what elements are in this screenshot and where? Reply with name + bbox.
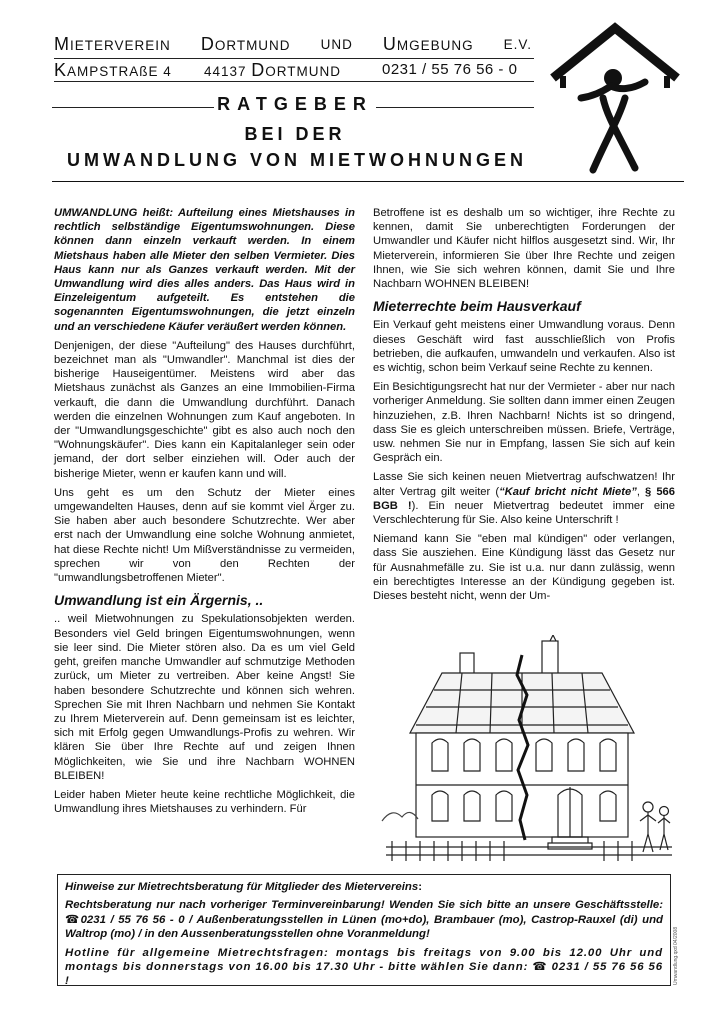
hotline-paragraph: Hotline für allgemeine Mietrechtsfragen: montags bis freitags von 9.00 bis 12.00 Uhr und montags bis donnerstags von 16.00 bis 17.30 Uhr - bitte wählen Sie dann: ☎ 0231 / 55 76 56 56 !	[65, 946, 663, 988]
house-with-person-icon	[545, 20, 685, 180]
paragraph: Leider haben Mieter heute keine rechtliche Möglichkeit, die Umwandlung ihres Mietshauses zu verhindern. Für	[54, 788, 355, 816]
org-word: UMGEBUNG	[382, 34, 474, 54]
paragraph: Ein Verkauf geht meistens einer Umwandlung voraus. Denn dieses Geschäft wird fast ausschließlich von Profis betrieben, die aufkaufen, umwandeln und verkaufen. Also ist es wichtig, schon beim Verkauf seine Rechte zu kennen.	[373, 319, 675, 375]
consultation-box	[57, 874, 671, 986]
org-word: E.V.	[503, 37, 532, 52]
city-address: 44137 DORTMUND	[204, 60, 342, 80]
section-heading: Umwandlung ist ein Ärgernis, ..	[54, 592, 264, 609]
street-address: KAMPSTRAßE 4	[54, 60, 172, 80]
phone-icon: ☎	[532, 961, 548, 974]
org-word: UND	[320, 37, 353, 52]
org-word: DORTMUND	[200, 34, 291, 54]
section-heading: Mieterrechte beim Hausverkauf	[373, 298, 581, 315]
title-ratgeber: RATGEBER	[217, 94, 373, 114]
footer-title: Hinweise zur Mietrechtsberatung für Mitglieder des Mietervereins:	[65, 881, 422, 893]
paragraph: .. weil Mietwohnungen zu Spekulationsobjekten werden. Besonders viel Geld bringen Eigentumswohnungen, wenn sie leer sind. Die Mieter stören also. Da es um viel Geld geht, greifen manche Umwandler auf schmutzige Methoden zurück, um Mieter zu vertreiben. Aber keine Angst! Sie haben besondere Schutzrechte und können sich wehren. Sprechen Sie mit Ihren Nachbarn und nehmen Sie Kontakt zu Ihrem Mieterverein auf. Denn gemeinsam ist es leichter, sich mit Erfolg gegen Umwandlungs-Profis zu wehren. Wir klären Sie über Ihre Rechte auf und zeigen Ihnen Möglichkeiten, wie Sie und ihre Nachbarn WOHNEN BLEIBEN!	[54, 613, 355, 782]
paragraph: Niemand kann Sie "eben mal kündigen" oder verlangen, dass Sie ausziehen. Eine Kündigung lässt das Gesetz nur für Ausnahmefälle zu. Sie ist u.a. nur dann zulässig, wenn ein berechtigtes Interesse an der Kündigung gegeben ist. Dieses besteht nicht, wenn der Um-	[373, 533, 675, 603]
divided-house-illustration	[372, 635, 684, 865]
left-column	[54, 206, 355, 821]
intro-paragraph: UMWANDLUNG heißt: Aufteilung eines Mietshauses in rechtlich selbständige Eigentumswohnungen. Diese können dann einzeln verkauft werden. In einem Mietshaus haben alle Mieter den selben Vermieter. Dies Haus kann nur als Ganzes verkauft werden. Mit der Umwandlung wird dies alles anders. Das Haus wird in Einzeleigentum aufgeteilt. Es entstehen die sogenannten Eigentumswohnungen, die jetzt einzeln und an verschiedene Käufer veräußert werden können.	[54, 207, 355, 333]
paragraph: Denjenigen, der diese "Aufteilung" des Hauses durchführt, bezeichnet man als "Umwandler". Manchmal ist dies der bisherige Hauseigentümer. Meistens wird aber das Mietshaus zunächst als Ganzes an eine Immobilien-Firma verkauft, die dann die Umwandlung durchführt. Danach werden die einzelnen Wohnungen zum Kauf angeboten. In der "Umwandlungsgeschichte" gibt es also auch noch den "Wohnungskäufer". Dies kann ein Kapitalanleger sein oder jemand, der dort selber einziehen will. Oder auch der bisherige Mieter, wenn er kaufen kann und will.	[54, 339, 355, 480]
header-phone: 0231 / 55 76 56 - 0	[382, 61, 518, 78]
paragraph: Ein Besichtigungsrecht hat nur der Vermieter - aber nur nach vorheriger Anmeldung. Sie sollten dann immer einen Zeugen hinzuziehen, z.B. Ihren Nachbarn! Nichts ist so dringend, dass Sie es gleich unterschreiben müssen. Briefe, Verträge, usw. nehmen Sie nur in Empfang, lassen Sie sich auf kein Gespräch ein.	[373, 381, 675, 465]
title-main: UMWANDLUNG VON MIETWOHNUNGEN	[67, 150, 527, 170]
footer-paragraph: Rechtsberatung nur nach vorheriger Terminvereinbarung! Wenden Sie sich bitte an unsere Geschäftsstelle: ☎0231 / 55 76 56 - 0 / Außenberatungsstellen in Lünen (mo+do), Brambauer (mo), Castrop-Rauxel (di) und Waltrop (mo) / in den Aussenberatungsstellen ohne Voranmeldung!	[65, 899, 663, 941]
right-column	[373, 206, 675, 608]
phone-icon: ☎	[65, 913, 81, 926]
paragraph: Betroffene ist es deshalb um so wichtiger, ihre Rechte zu kennen, damit Sie unberechtigten Forderungen der Umwandler und Käufer nicht hilflos ausgesetzt sind. Wir, Ihr Mieterverein, informieren Sie über Ihre Rechte und zeigen Ihnen, wie Sie sich wehren können, damit Sie und Ihre Nachbarn WOHNEN BLEIBEN!	[373, 207, 675, 291]
title-bei-der: BEI DER	[244, 124, 346, 144]
org-word: MIETERVEREIN	[54, 34, 171, 54]
paragraph: Lasse Sie sich keinen neuen Mietvertrag aufschwatzen! Ihr alter Vertrag gilt weiter (“Kauf bricht nicht Miete”, § 566 BGB !). Ein neuer Mietvertrag bedeutet immer eine Verschlechterung für Sie. Also keine Unterschrift !	[373, 471, 675, 527]
org-name	[54, 34, 532, 55]
side-note: Umwandlung.qxd 04/2008	[673, 926, 679, 985]
paragraph: Uns geht es um den Schutz der Mieter eines umgewandelten Hauses, denn auf sie kommt viel Ärger zu. Sie haben aber auch besondere Schutzrechte. Wer aber erst nach der Umwandlung eine solche Wohnung anmietet, hat diese Rechte nicht! Um Mißverständnisse zu vermeiden, sprechen wir von den Rechten der "umwandlungsbetroffenen Mieter".	[54, 486, 355, 585]
